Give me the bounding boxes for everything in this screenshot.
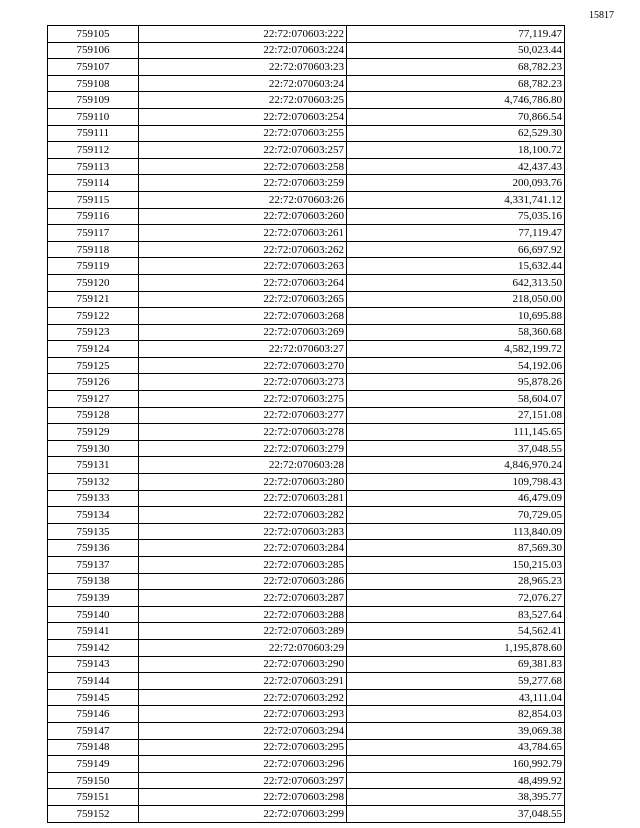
value-cell: 111,145.65 <box>347 424 565 441</box>
cadastral-number-cell: 22:72:070603:255 <box>139 125 347 142</box>
cadastral-number-cell: 22:72:070603:263 <box>139 258 347 275</box>
record-number-cell: 759133 <box>48 490 139 507</box>
record-number-cell: 759152 <box>48 805 139 822</box>
value-cell: 82,854.03 <box>347 706 565 723</box>
cadastral-number-cell: 22:72:070603:295 <box>139 739 347 756</box>
record-number-cell: 759109 <box>48 92 139 109</box>
value-cell: 77,119.47 <box>347 225 565 242</box>
table-row <box>48 308 565 325</box>
record-number-cell: 759115 <box>48 191 139 208</box>
cadastral-number-cell: 22:72:070603:296 <box>139 756 347 773</box>
record-number-cell: 759113 <box>48 158 139 175</box>
record-number-cell: 759121 <box>48 291 139 308</box>
table-row <box>48 142 565 159</box>
value-cell: 68,782.23 <box>347 59 565 76</box>
cadastral-number-cell: 22:72:070603:258 <box>139 158 347 175</box>
value-cell: 62,529.30 <box>347 125 565 142</box>
cadastral-number-cell: 22:72:070603:292 <box>139 689 347 706</box>
value-cell: 68,782.23 <box>347 75 565 92</box>
value-cell: 28,965.23 <box>347 573 565 590</box>
value-cell: 160,992.79 <box>347 756 565 773</box>
value-cell: 42,437.43 <box>347 158 565 175</box>
record-number-cell: 759120 <box>48 274 139 291</box>
record-number-cell: 759108 <box>48 75 139 92</box>
record-number-cell: 759126 <box>48 374 139 391</box>
table-row <box>48 739 565 756</box>
record-number-cell: 759106 <box>48 42 139 59</box>
cadastral-number-cell: 22:72:070603:284 <box>139 540 347 557</box>
cadastral-number-cell: 22:72:070603:28 <box>139 457 347 474</box>
record-number-cell: 759105 <box>48 26 139 43</box>
value-cell: 95,878.26 <box>347 374 565 391</box>
value-cell: 4,331,741.12 <box>347 191 565 208</box>
cadastral-number-cell: 22:72:070603:262 <box>139 241 347 258</box>
cadastral-number-cell: 22:72:070603:288 <box>139 606 347 623</box>
cadastral-number-cell: 22:72:070603:279 <box>139 440 347 457</box>
cadastral-number-cell: 22:72:070603:297 <box>139 772 347 789</box>
cadastral-number-cell: 22:72:070603:27 <box>139 341 347 358</box>
value-cell: 109,798.43 <box>347 474 565 491</box>
record-number-cell: 759150 <box>48 772 139 789</box>
cadastral-number-cell: 22:72:070603:24 <box>139 75 347 92</box>
record-number-cell: 759136 <box>48 540 139 557</box>
record-number-cell: 759143 <box>48 656 139 673</box>
value-cell: 10,695.88 <box>347 308 565 325</box>
table-row <box>48 324 565 341</box>
table-row <box>48 689 565 706</box>
cadastral-number-cell: 22:72:070603:264 <box>139 274 347 291</box>
record-number-cell: 759119 <box>48 258 139 275</box>
table-row <box>48 92 565 109</box>
value-cell: 87,569.30 <box>347 540 565 557</box>
table-row <box>48 125 565 142</box>
table-row <box>48 590 565 607</box>
table-row <box>48 225 565 242</box>
value-cell: 37,048.55 <box>347 440 565 457</box>
value-cell: 54,562.41 <box>347 623 565 640</box>
table-row <box>48 606 565 623</box>
value-cell: 15,632.44 <box>347 258 565 275</box>
table-row <box>48 474 565 491</box>
cadastral-number-cell: 22:72:070603:287 <box>139 590 347 607</box>
cadastral-number-cell: 22:72:070603:268 <box>139 308 347 325</box>
value-cell: 70,729.05 <box>347 507 565 524</box>
table-row <box>48 623 565 640</box>
cadastral-number-cell: 22:72:070603:289 <box>139 623 347 640</box>
value-cell: 77,119.47 <box>347 26 565 43</box>
cadastral-number-cell: 22:72:070603:281 <box>139 490 347 507</box>
value-cell: 39,069.38 <box>347 722 565 739</box>
record-number-cell: 759149 <box>48 756 139 773</box>
cadastral-number-cell: 22:72:070603:277 <box>139 407 347 424</box>
value-cell: 27,151.08 <box>347 407 565 424</box>
value-cell: 58,604.07 <box>347 391 565 408</box>
record-number-cell: 759123 <box>48 324 139 341</box>
table-row <box>48 573 565 590</box>
table-row <box>48 457 565 474</box>
cadastral-number-cell: 22:72:070603:23 <box>139 59 347 76</box>
table-row <box>48 158 565 175</box>
table-row <box>48 673 565 690</box>
table-row <box>48 722 565 739</box>
cadastral-number-cell: 22:72:070603:259 <box>139 175 347 192</box>
value-cell: 54,192.06 <box>347 357 565 374</box>
cadastral-number-cell: 22:72:070603:290 <box>139 656 347 673</box>
value-cell: 69,381.83 <box>347 656 565 673</box>
record-number-cell: 759144 <box>48 673 139 690</box>
record-number-cell: 759112 <box>48 142 139 159</box>
record-number-cell: 759110 <box>48 108 139 125</box>
table-row <box>48 374 565 391</box>
table-row <box>48 507 565 524</box>
record-number-cell: 759151 <box>48 789 139 806</box>
cadastral-number-cell: 22:72:070603:280 <box>139 474 347 491</box>
record-number-cell: 759139 <box>48 590 139 607</box>
record-number-cell: 759111 <box>48 125 139 142</box>
table-row <box>48 175 565 192</box>
value-cell: 59,277.68 <box>347 673 565 690</box>
value-cell: 150,215.03 <box>347 557 565 574</box>
value-cell: 4,746,786.80 <box>347 92 565 109</box>
record-number-cell: 759128 <box>48 407 139 424</box>
table-row <box>48 557 565 574</box>
cadastral-number-cell: 22:72:070603:291 <box>139 673 347 690</box>
cadastral-number-cell: 22:72:070603:299 <box>139 805 347 822</box>
record-number-cell: 759117 <box>48 225 139 242</box>
value-cell: 58,360.68 <box>347 324 565 341</box>
record-number-cell: 759107 <box>48 59 139 76</box>
value-cell: 70,866.54 <box>347 108 565 125</box>
value-cell: 66,697.92 <box>347 241 565 258</box>
cadastral-number-cell: 22:72:070603:261 <box>139 225 347 242</box>
cadastral-number-cell: 22:72:070603:26 <box>139 191 347 208</box>
value-cell: 642,313.50 <box>347 274 565 291</box>
table-row <box>48 772 565 789</box>
value-cell: 43,111.04 <box>347 689 565 706</box>
cadastral-number-cell: 22:72:070603:285 <box>139 557 347 574</box>
table-row <box>48 424 565 441</box>
cadastral-number-cell: 22:72:070603:294 <box>139 722 347 739</box>
record-number-cell: 759118 <box>48 241 139 258</box>
table-body <box>48 26 565 823</box>
record-number-cell: 759148 <box>48 739 139 756</box>
registry-table <box>47 25 565 823</box>
cadastral-number-cell: 22:72:070603:254 <box>139 108 347 125</box>
cadastral-number-cell: 22:72:070603:222 <box>139 26 347 43</box>
table-row <box>48 191 565 208</box>
value-cell: 83,527.64 <box>347 606 565 623</box>
table-row <box>48 26 565 43</box>
record-number-cell: 759132 <box>48 474 139 491</box>
cadastral-number-cell: 22:72:070603:257 <box>139 142 347 159</box>
table-row <box>48 391 565 408</box>
cadastral-number-cell: 22:72:070603:260 <box>139 208 347 225</box>
value-cell: 4,846,970.24 <box>347 457 565 474</box>
record-number-cell: 759125 <box>48 357 139 374</box>
table-row <box>48 258 565 275</box>
table-row <box>48 274 565 291</box>
table-row <box>48 241 565 258</box>
value-cell: 218,050.00 <box>347 291 565 308</box>
record-number-cell: 759138 <box>48 573 139 590</box>
cadastral-number-cell: 22:72:070603:25 <box>139 92 347 109</box>
table-row <box>48 42 565 59</box>
record-number-cell: 759116 <box>48 208 139 225</box>
table-row <box>48 805 565 822</box>
value-cell: 113,840.09 <box>347 523 565 540</box>
table-row <box>48 291 565 308</box>
cadastral-number-cell: 22:72:070603:265 <box>139 291 347 308</box>
table-row <box>48 75 565 92</box>
cadastral-number-cell: 22:72:070603:293 <box>139 706 347 723</box>
record-number-cell: 759140 <box>48 606 139 623</box>
page-number: 15817 <box>589 10 614 21</box>
record-number-cell: 759124 <box>48 341 139 358</box>
table-row <box>48 656 565 673</box>
value-cell: 43,784.65 <box>347 739 565 756</box>
record-number-cell: 759137 <box>48 557 139 574</box>
value-cell: 200,093.76 <box>347 175 565 192</box>
cadastral-number-cell: 22:72:070603:282 <box>139 507 347 524</box>
value-cell: 75,035.16 <box>347 208 565 225</box>
table-row <box>48 706 565 723</box>
cadastral-number-cell: 22:72:070603:224 <box>139 42 347 59</box>
table-row <box>48 756 565 773</box>
cadastral-number-cell: 22:72:070603:298 <box>139 789 347 806</box>
record-number-cell: 759134 <box>48 507 139 524</box>
record-number-cell: 759145 <box>48 689 139 706</box>
record-number-cell: 759127 <box>48 391 139 408</box>
table-row <box>48 789 565 806</box>
table-row <box>48 108 565 125</box>
record-number-cell: 759135 <box>48 523 139 540</box>
record-number-cell: 759141 <box>48 623 139 640</box>
table-row <box>48 540 565 557</box>
table-row <box>48 440 565 457</box>
table-row <box>48 341 565 358</box>
record-number-cell: 759147 <box>48 722 139 739</box>
cadastral-number-cell: 22:72:070603:269 <box>139 324 347 341</box>
value-cell: 46,479.09 <box>347 490 565 507</box>
table-row <box>48 208 565 225</box>
record-number-cell: 759114 <box>48 175 139 192</box>
cadastral-number-cell: 22:72:070603:275 <box>139 391 347 408</box>
value-cell: 1,195,878.60 <box>347 639 565 656</box>
table-row <box>48 523 565 540</box>
value-cell: 48,499.92 <box>347 772 565 789</box>
cadastral-number-cell: 22:72:070603:273 <box>139 374 347 391</box>
record-number-cell: 759146 <box>48 706 139 723</box>
record-number-cell: 759129 <box>48 424 139 441</box>
value-cell: 37,048.55 <box>347 805 565 822</box>
cadastral-number-cell: 22:72:070603:283 <box>139 523 347 540</box>
record-number-cell: 759122 <box>48 308 139 325</box>
cadastral-number-cell: 22:72:070603:270 <box>139 357 347 374</box>
value-cell: 72,076.27 <box>347 590 565 607</box>
value-cell: 4,582,199.72 <box>347 341 565 358</box>
record-number-cell: 759130 <box>48 440 139 457</box>
value-cell: 50,023.44 <box>347 42 565 59</box>
table-row <box>48 59 565 76</box>
table-row <box>48 639 565 656</box>
table-row <box>48 357 565 374</box>
cadastral-number-cell: 22:72:070603:286 <box>139 573 347 590</box>
table-row <box>48 490 565 507</box>
value-cell: 18,100.72 <box>347 142 565 159</box>
record-number-cell: 759142 <box>48 639 139 656</box>
value-cell: 38,395.77 <box>347 789 565 806</box>
cadastral-number-cell: 22:72:070603:29 <box>139 639 347 656</box>
cadastral-number-cell: 22:72:070603:278 <box>139 424 347 441</box>
record-number-cell: 759131 <box>48 457 139 474</box>
table-row <box>48 407 565 424</box>
